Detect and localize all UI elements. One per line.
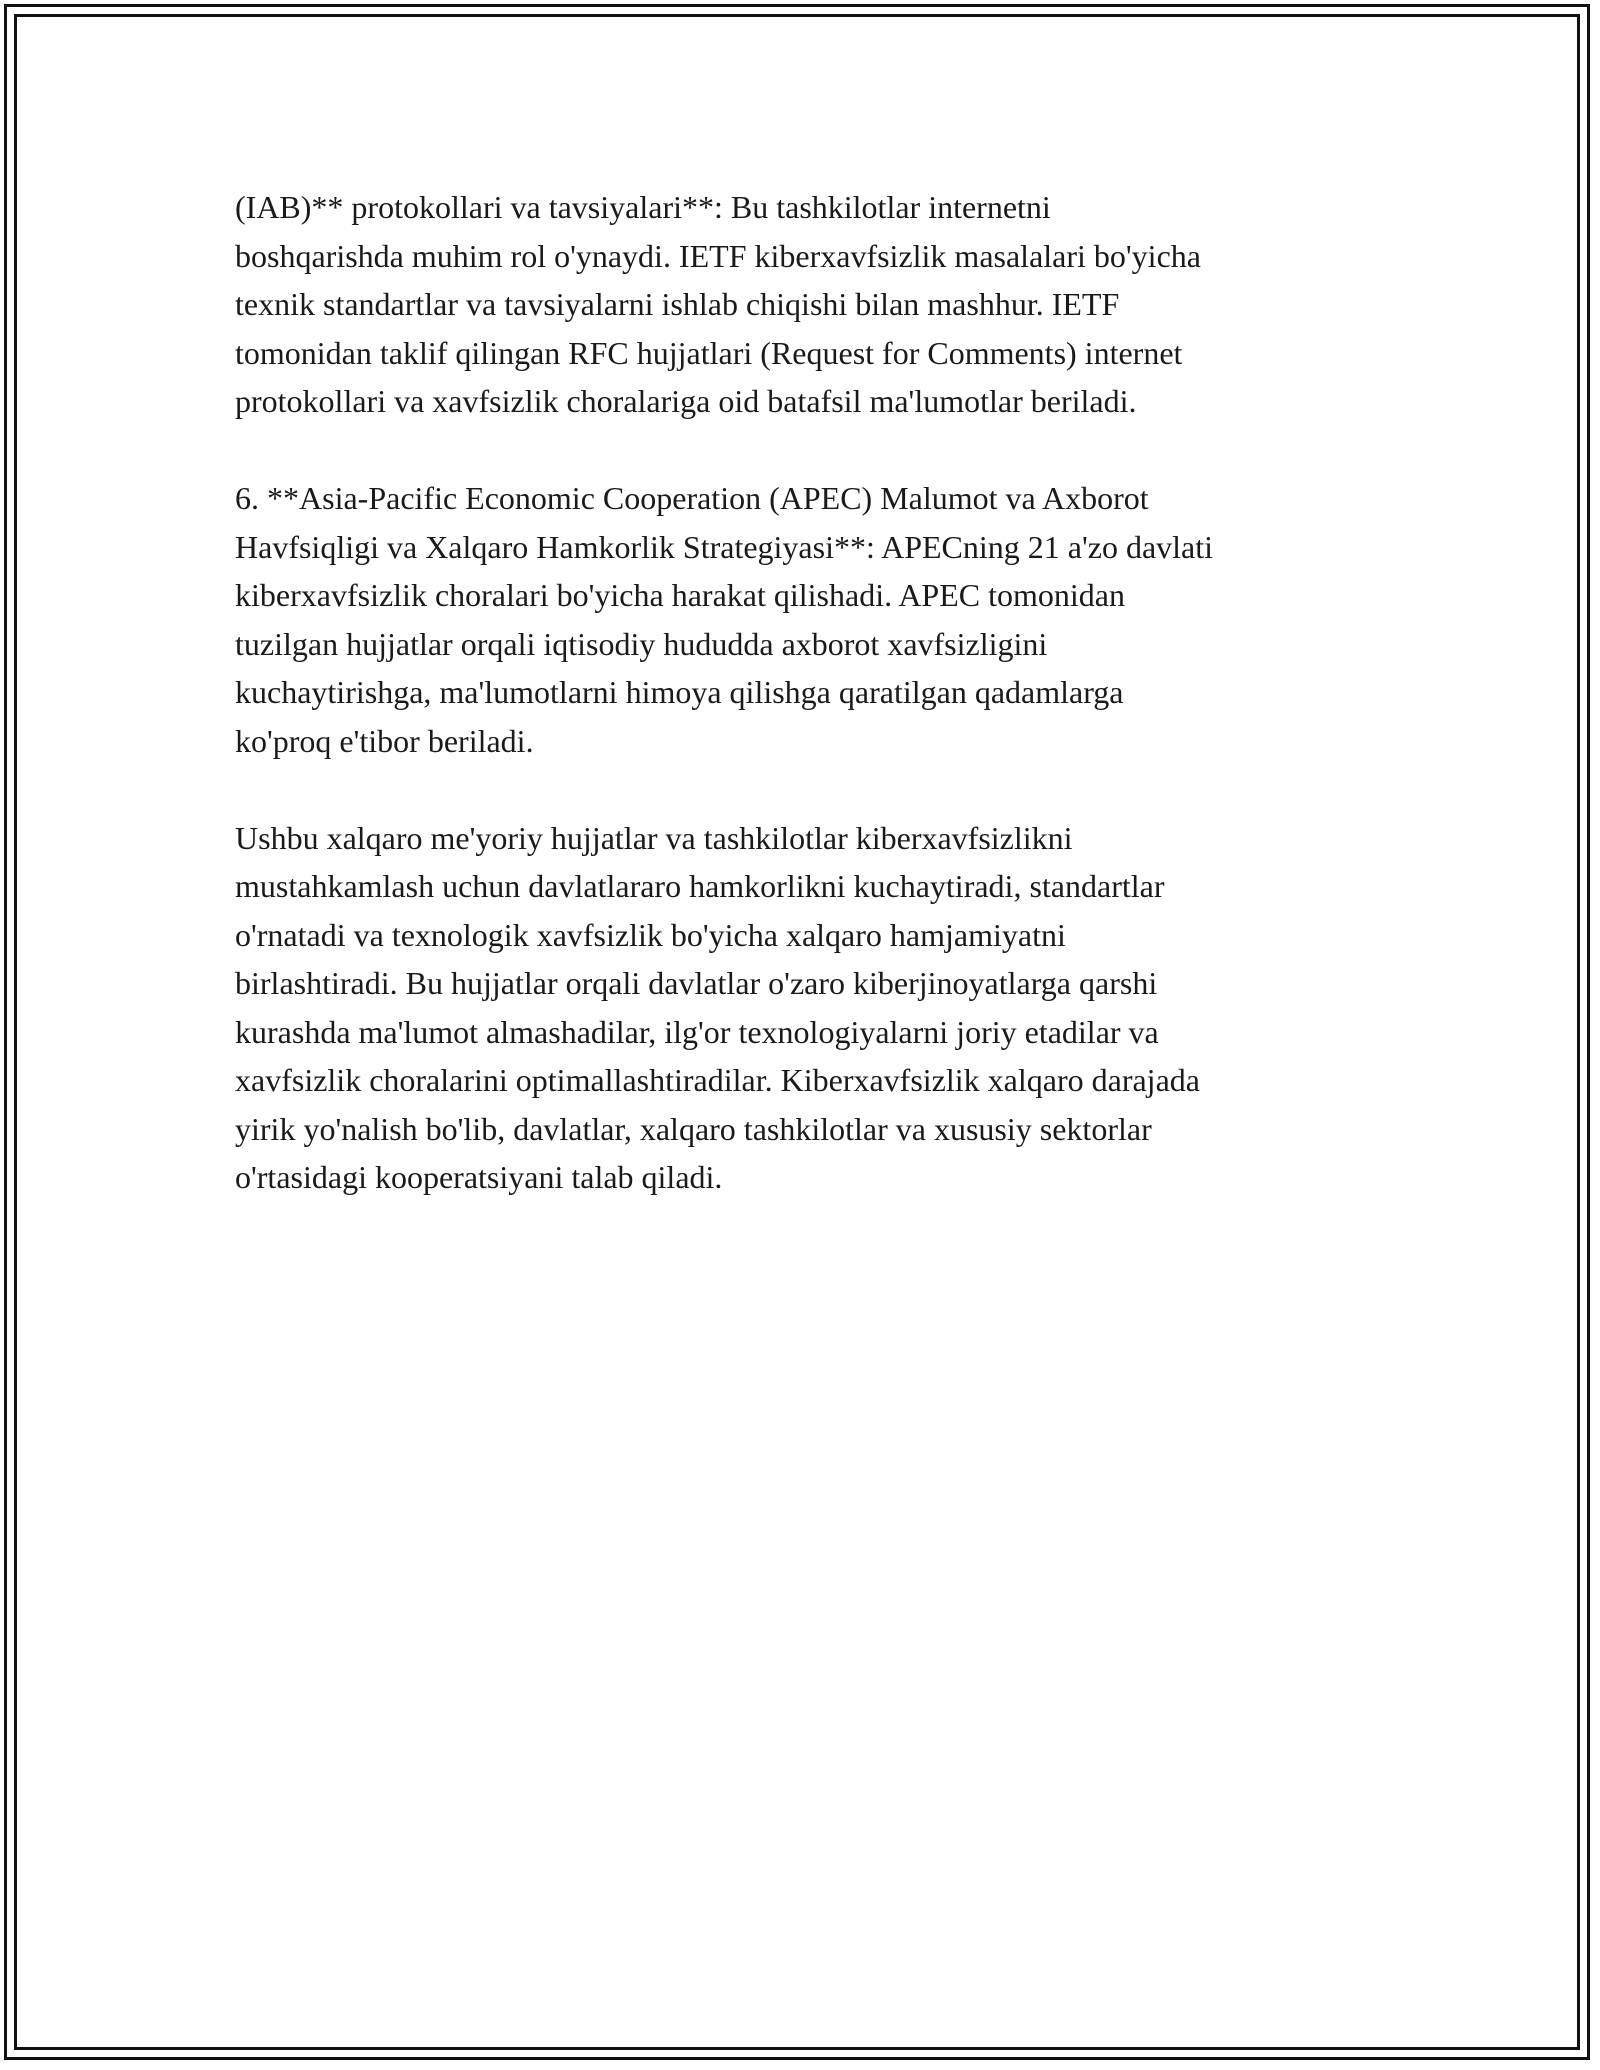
text-line: mustahkamlash uchun davlatlararo hamkorlikni kuchaytiradi, standartlar (235, 868, 1165, 904)
text-line: kiberxavfsizlik choralari bo'yicha harakat qilishadi. APEC tomonidan (235, 577, 1125, 613)
text-line: ko'proq e'tibor beriladi. (235, 722, 534, 759)
text-line: kuchaytirishga, ma'lumotlarni himoya qilishga qaratilgan qadamlarga (235, 674, 1124, 710)
text-line: Ushbu xalqaro me'yoriy hujjatlar va tashkilotlar kiberxavfsizlikni (235, 819, 1073, 856)
text-line: o'rnatadi va texnologik xavfsizlik bo'yicha xalqaro hamjamiyatni (235, 916, 1066, 953)
paragraph-apec (235, 474, 1385, 765)
text-line: yirik yo'nalish bo'lib, davlatlar, xalqaro tashkilotlar va xususiy sektorlar (235, 1110, 1152, 1147)
text-line: kurashda ma'lumot almashadilar, ilg'or texnologiyalarni joriy etadilar va (235, 1013, 1159, 1050)
paragraph-conclusion (235, 814, 1385, 1202)
document-body (235, 183, 1385, 1250)
text-line: Havfsiqligi va Xalqaro Hamkorlik Strategiyasi**: APECning 21 a'zo davlati (235, 528, 1214, 565)
text-line: o'rtasidagi kooperatsiyani talab qiladi. (235, 1159, 723, 1195)
text-line: protokollari va xavfsizlik choralariga oid batafsil ma'lumotlar beriladi. (235, 383, 1137, 419)
text-line: birlashtiradi. Bu hujjatlar orqali davlatlar o'zaro kiberjinoyatlarga qarshi (235, 965, 1158, 1001)
text-line: (IAB)** protokollari va tavsiyalari**: Bu tashkilotlar internetni (235, 189, 1051, 225)
text-line: xavfsizlik choralarini optimallashtiradilar. Kiberxavfsizlik xalqaro darajada (235, 1062, 1200, 1098)
text-line: tomonidan taklif qilingan RFC hujjatlari (Request for Comments) internet (235, 334, 1183, 371)
text-line: texnik standartlar va tavsiyalarni ishlab chiqishi bilan mashhur. IETF (235, 286, 1120, 322)
text-line: 6. **Asia-Pacific Economic Cooperation (APEC) Malumot va Axborot (235, 480, 1149, 516)
text-line: boshqarishda muhim rol o'ynaydi. IETF kiberxavfsizlik masalalari bo'yicha (235, 237, 1201, 274)
text-line: tuzilgan hujjatlar orqali iqtisodiy hududda axborot xavfsizligini (235, 625, 1048, 662)
paragraph-iab-ietf (235, 183, 1385, 426)
